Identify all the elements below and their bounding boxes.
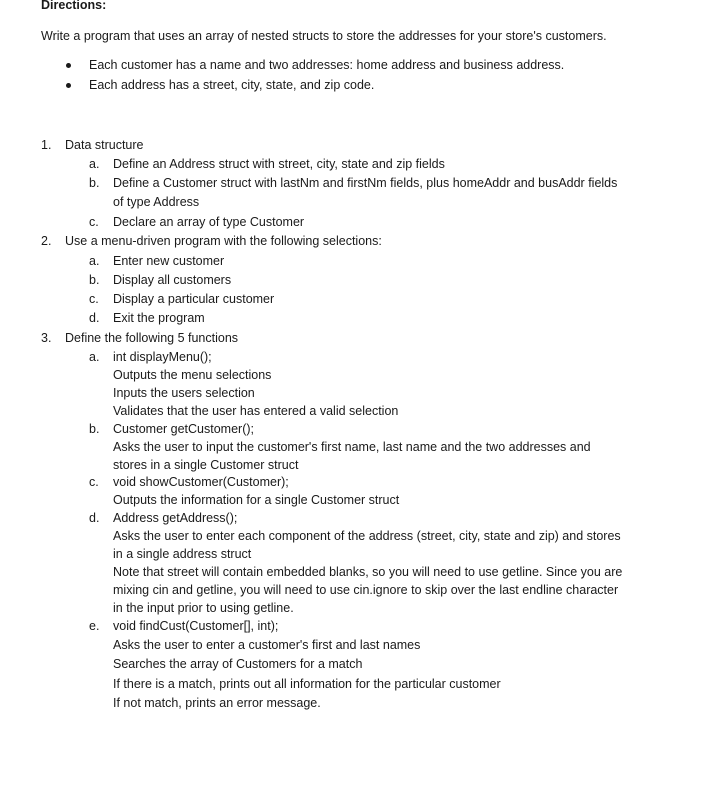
item-line: If there is a match, prints out all information for the particular customer: [113, 677, 501, 691]
item-letter: e.: [89, 619, 100, 633]
item-line: Exit the program: [113, 311, 205, 325]
item-letter: a.: [89, 157, 100, 171]
item-letter: c.: [89, 475, 99, 489]
directions-heading: Directions:: [41, 0, 107, 12]
item-letter: c.: [89, 215, 99, 229]
item-line: stores in a single Customer struct: [113, 458, 299, 472]
section-number: 1.: [41, 138, 52, 152]
item-line: Note that street will contain embedded blanks, so you will need to use getline. Since you are: [113, 565, 623, 579]
item-line: of type Address: [113, 195, 200, 209]
item-letter: a.: [89, 254, 100, 268]
section-title: Use a menu-driven program with the following selections:: [65, 234, 382, 248]
item-line: Asks the user to input the customer's first name, last name and the two addresses and: [113, 440, 591, 454]
item-line: in the input prior to using getline.: [113, 601, 294, 615]
item-line: Define a Customer struct with lastNm and firstNm fields, plus homeAddr and busAddr fields: [113, 176, 618, 190]
item-letter: b.: [89, 422, 100, 436]
function-signature: Customer getCustomer();: [113, 422, 255, 436]
intro-paragraph: Write a program that uses an array of nested structs to store the addresses for your store's customers.: [41, 29, 607, 43]
function-signature: int displayMenu();: [113, 350, 212, 364]
function-signature: void showCustomer(Customer);: [113, 475, 289, 489]
item-letter: a.: [89, 350, 100, 364]
item-line: If not match, prints an error message.: [113, 696, 321, 710]
item-letter: b.: [89, 176, 100, 190]
item-line: mixing cin and getline, you will need to use cin.ignore to skip over the last endline character: [113, 583, 619, 597]
section-title: Define the following 5 functions: [65, 331, 239, 345]
item-line: Validates that the user has entered a valid selection: [113, 404, 399, 418]
item-line: Display a particular customer: [113, 292, 275, 306]
item-letter: b.: [89, 273, 100, 287]
item-line: in a single address struct: [113, 547, 252, 561]
section-title: Data structure: [65, 138, 144, 152]
item-line: Outputs the menu selections: [113, 368, 272, 382]
bullet-dot-icon: [66, 83, 71, 88]
section-number: 2.: [41, 234, 52, 248]
item-line: Define an Address struct with street, city, state and zip fields: [113, 157, 445, 171]
bullet-item: Each customer has a name and two addresses: home address and business address.: [89, 58, 565, 72]
item-line: Declare an array of type Customer: [113, 215, 305, 229]
item-letter: c.: [89, 292, 99, 306]
function-signature: void findCust(Customer[], int);: [113, 619, 279, 633]
item-line: Asks the user to enter each component of the address (street, city, state and zip) and stores: [113, 529, 621, 543]
item-line: Enter new customer: [113, 254, 225, 268]
item-line: Inputs the users selection: [113, 386, 255, 400]
item-line: Display all customers: [113, 273, 232, 287]
item-letter: d.: [89, 511, 100, 525]
function-signature: Address getAddress();: [113, 511, 238, 525]
item-letter: d.: [89, 311, 100, 325]
item-line: Searches the array of Customers for a match: [113, 657, 363, 671]
item-line: Outputs the information for a single Customer struct: [113, 493, 400, 507]
section-number: 3.: [41, 331, 52, 345]
bullet-item: Each address has a street, city, state, and zip code.: [89, 78, 375, 92]
bullet-dot-icon: [66, 63, 71, 68]
item-line: Asks the user to enter a customer's first and last names: [113, 638, 421, 652]
